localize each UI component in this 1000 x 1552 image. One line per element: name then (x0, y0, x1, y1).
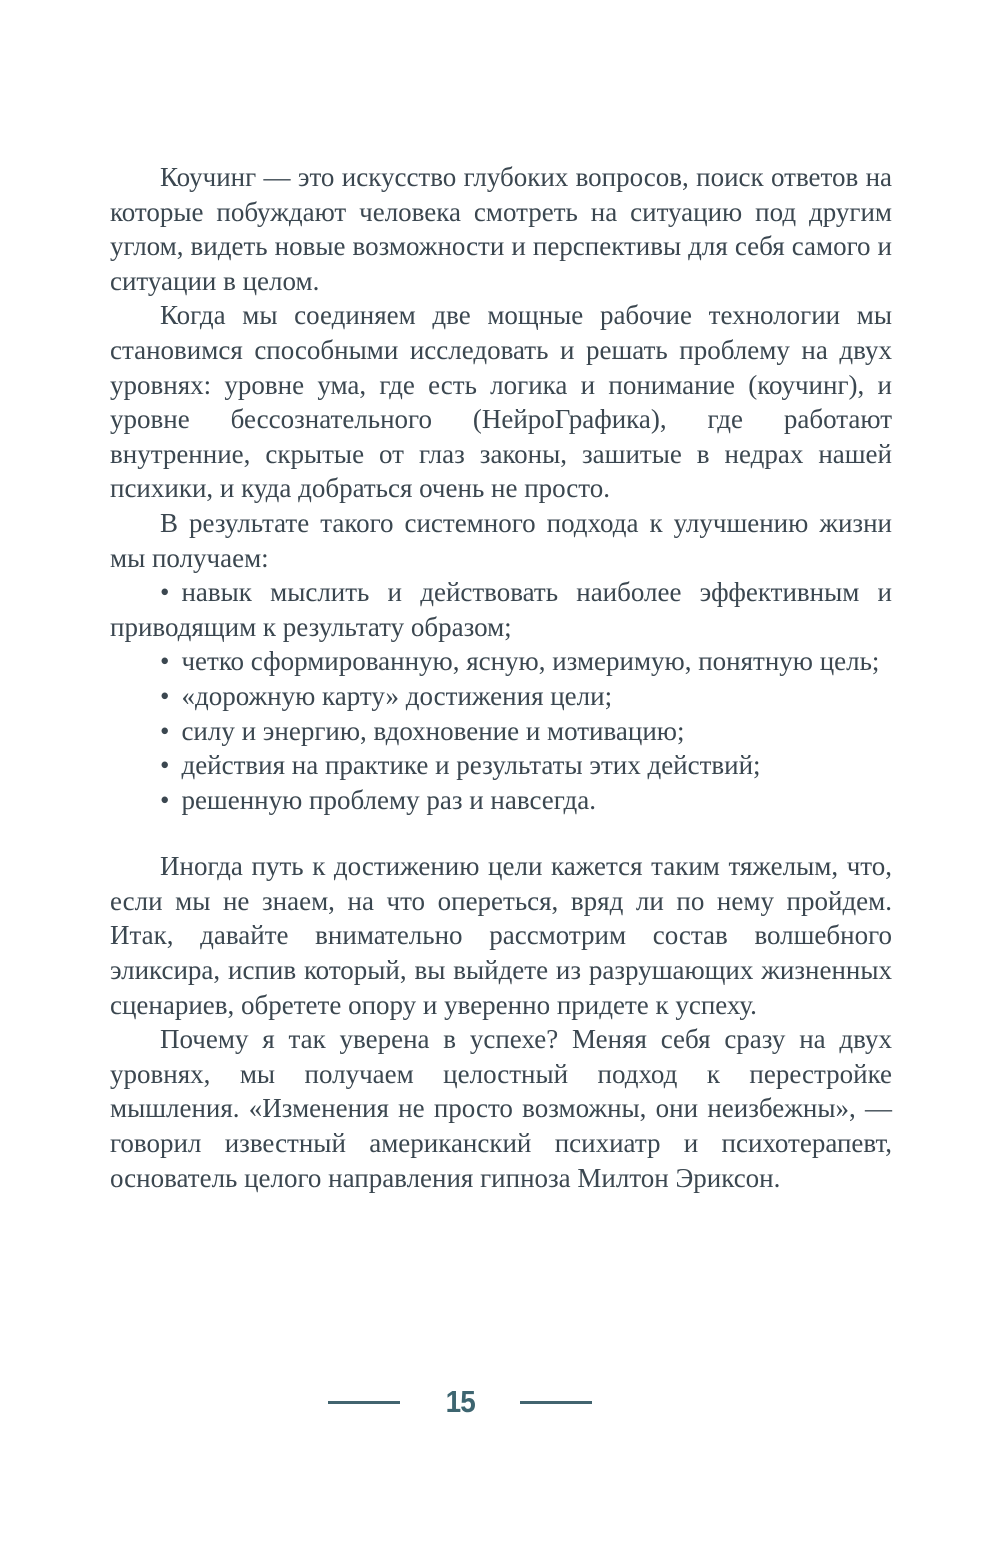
bullet-text: навык мыслить и действовать наиболее эффективным и приводящим к результату образом; (110, 577, 892, 642)
footer-rule-left (328, 1401, 400, 1404)
bullet-marker: • (160, 750, 170, 781)
footer-rule-right (520, 1401, 592, 1404)
bullet-marker: • (160, 715, 170, 746)
page-footer (110, 1384, 810, 1420)
paragraph: Почему я так уверена в успехе? Меняя себя сразу на двух уровнях, мы получаем целостный подход к перестройке мышления. «Изменения не просто возможны, они неизбежны», — говорил известный американский психиатр и психотерапевт, основатель целого направления гипноза Милтон Эриксон. (110, 1024, 892, 1193)
paragraph: Иногда путь к достижению цели кажется таким тяжелым, что, если мы не знаем, на что опереться, вряд ли по нему пройдем. Итак, давайте внимательно рассмотрим состав волшебного эликсира, испив который, вы выйдете из разрушающих жизненных сценариев, обретете опору и уверенно придете к успеху. (110, 851, 892, 1020)
bullet-item (110, 714, 892, 749)
text-column (110, 160, 892, 1195)
bullet-text: силу и энергию, вдохновение и мотивацию; (181, 715, 685, 746)
bullet-marker: • (160, 680, 170, 711)
bullet-marker: • (160, 646, 170, 677)
bullet-text: четко сформированную, ясную, измеримую, понятную цель; (181, 646, 880, 677)
bullet-text: решенную проблему раз и навсегда. (181, 784, 596, 815)
bullet-text: действия на практике и результаты этих действий; (181, 750, 761, 781)
bullet-list (110, 575, 892, 817)
bullet-item (110, 575, 892, 644)
bullet-marker: • (160, 577, 170, 608)
page-number: 15 (445, 1384, 475, 1419)
paragraph: В результате такого системного подхода к улучшению жизни мы получаем: (110, 507, 892, 573)
bullet-item (110, 644, 892, 679)
bullet-text: «дорожную карту» достижения цели; (181, 680, 613, 711)
bullet-marker: • (160, 784, 170, 815)
paragraph: Коучинг — это искусство глубоких вопросов, поиск ответов на которые побуждают человека смотреть на ситуацию под другим углом, видеть новые возможности и перспективы для себя самого и ситуации в целом. (110, 162, 892, 296)
bullet-item (110, 748, 892, 783)
bullet-item (110, 679, 892, 714)
paragraph: Когда мы соединяем две мощные рабочие технологии мы становимся способными исследовать и решать проблему на двух уровнях: уровне ума, где есть логика и понимание (коучинг), и уровне бессознательного (НейроГрафика), где работают внутренние, скрытые от глаз законы, зашитые в недрах нашей психики, и куда добраться очень не просто. (110, 300, 892, 504)
bullet-item (110, 783, 892, 818)
